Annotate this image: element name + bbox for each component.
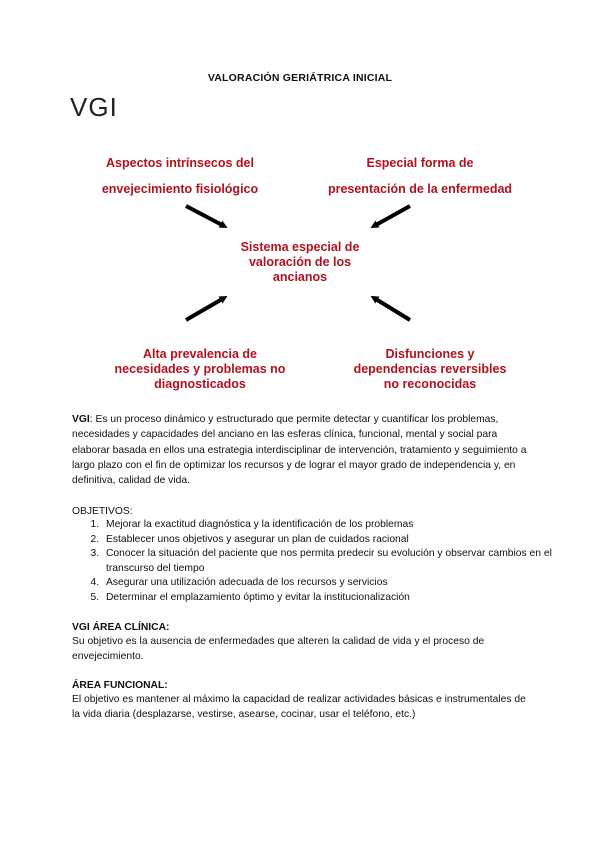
- diagram-text-line: Especial forma de: [366, 156, 474, 170]
- arrow-top-left: [186, 206, 224, 226]
- diagram-top-left: [60, 150, 300, 202]
- diagram-text-line: ancianos: [272, 270, 328, 284]
- vgi-logo: VGI: [70, 92, 118, 122]
- clinical-heading: VGI ÁREA CLÍNICA:: [72, 622, 170, 633]
- diagram-text-line: no reconocidas: [383, 377, 477, 391]
- definition-term: VGI: [72, 414, 90, 425]
- diagram-text-line: Aspectos intrínsecos del: [106, 156, 254, 170]
- objectives-label: OBJETIVOS:: [72, 506, 133, 517]
- objective-item: 1. Mejorar la exactitud diagnóstica y la identificación de los problemas: [102, 518, 562, 533]
- definition-paragraph: [72, 412, 532, 488]
- diagram-text-line: valoración de los: [248, 255, 352, 269]
- arrow-top-right: [374, 206, 410, 226]
- arrow-bottom-right: [374, 298, 410, 320]
- diagram-bottom-right: [320, 347, 540, 392]
- diagram-text-line: envejecimiento fisiológico: [101, 182, 259, 196]
- arrow-bottom-left: [186, 298, 224, 320]
- functional-heading: ÁREA FUNCIONAL:: [72, 680, 168, 691]
- diagram-text-line: Disfunciones y: [385, 347, 475, 361]
- diagram-text-line: necesidades y problemas no: [114, 362, 286, 376]
- diagram-text-line: Alta prevalencia de: [143, 347, 257, 361]
- functional-text: El objetivo es mantener al máximo la capacidad de realizar actividades básicas e instrumentales de la vida diaria (desplazarse, vestirse, asearse, cocinar, usar el teléfono, etc.): [72, 694, 526, 721]
- definition-text: : Es un proceso dinámico y estructurado que permite detectar y cuantificar los problemas, necesidades y capacidades del anciano en las esferas clínica, funcional, mental y social para elaborar basada en ellos una estrategia interdisciplinar de intervención, tratamiento y seguimiento a largo plazo con el fin de optimizar los recursos y de lograr el mayor grado de independencia y, en definitiva, calidad de vida.: [72, 414, 527, 487]
- objectives-list: [72, 518, 562, 606]
- diagram-center: [200, 240, 400, 285]
- clinical-text: Su objetivo es la ausencia de enfermedades que alteren la calidad de vida y el proceso de envejecimiento.: [72, 636, 485, 663]
- objective-item: 4. Asegurar una utilización adecuada de los recursos y servicios: [102, 576, 562, 591]
- diagram-top-right: [300, 150, 540, 202]
- vgi-diagram: [0, 140, 600, 400]
- objective-item: 3. Conocer la situación del paciente que nos permita predecir su evolución y observar cambios en el transcurso del tiempo: [102, 547, 562, 576]
- diagram-text-line: Sistema especial de: [240, 240, 360, 254]
- diagram-text-line: presentación de la enfermedad: [327, 182, 513, 196]
- document-title: VALORACIÓN GERIÁTRICA INICIAL: [207, 72, 393, 84]
- objective-item: 5. Determinar el emplazamiento óptimo y evitar la institucionalización: [102, 591, 562, 606]
- diagram-text-line: diagnosticados: [154, 377, 246, 391]
- diagram-bottom-left: [80, 347, 320, 392]
- diagram-text-line: dependencias reversibles: [353, 362, 507, 376]
- objective-item: 2. Establecer unos objetivos y asegurar un plan de cuidados racional: [102, 533, 562, 548]
